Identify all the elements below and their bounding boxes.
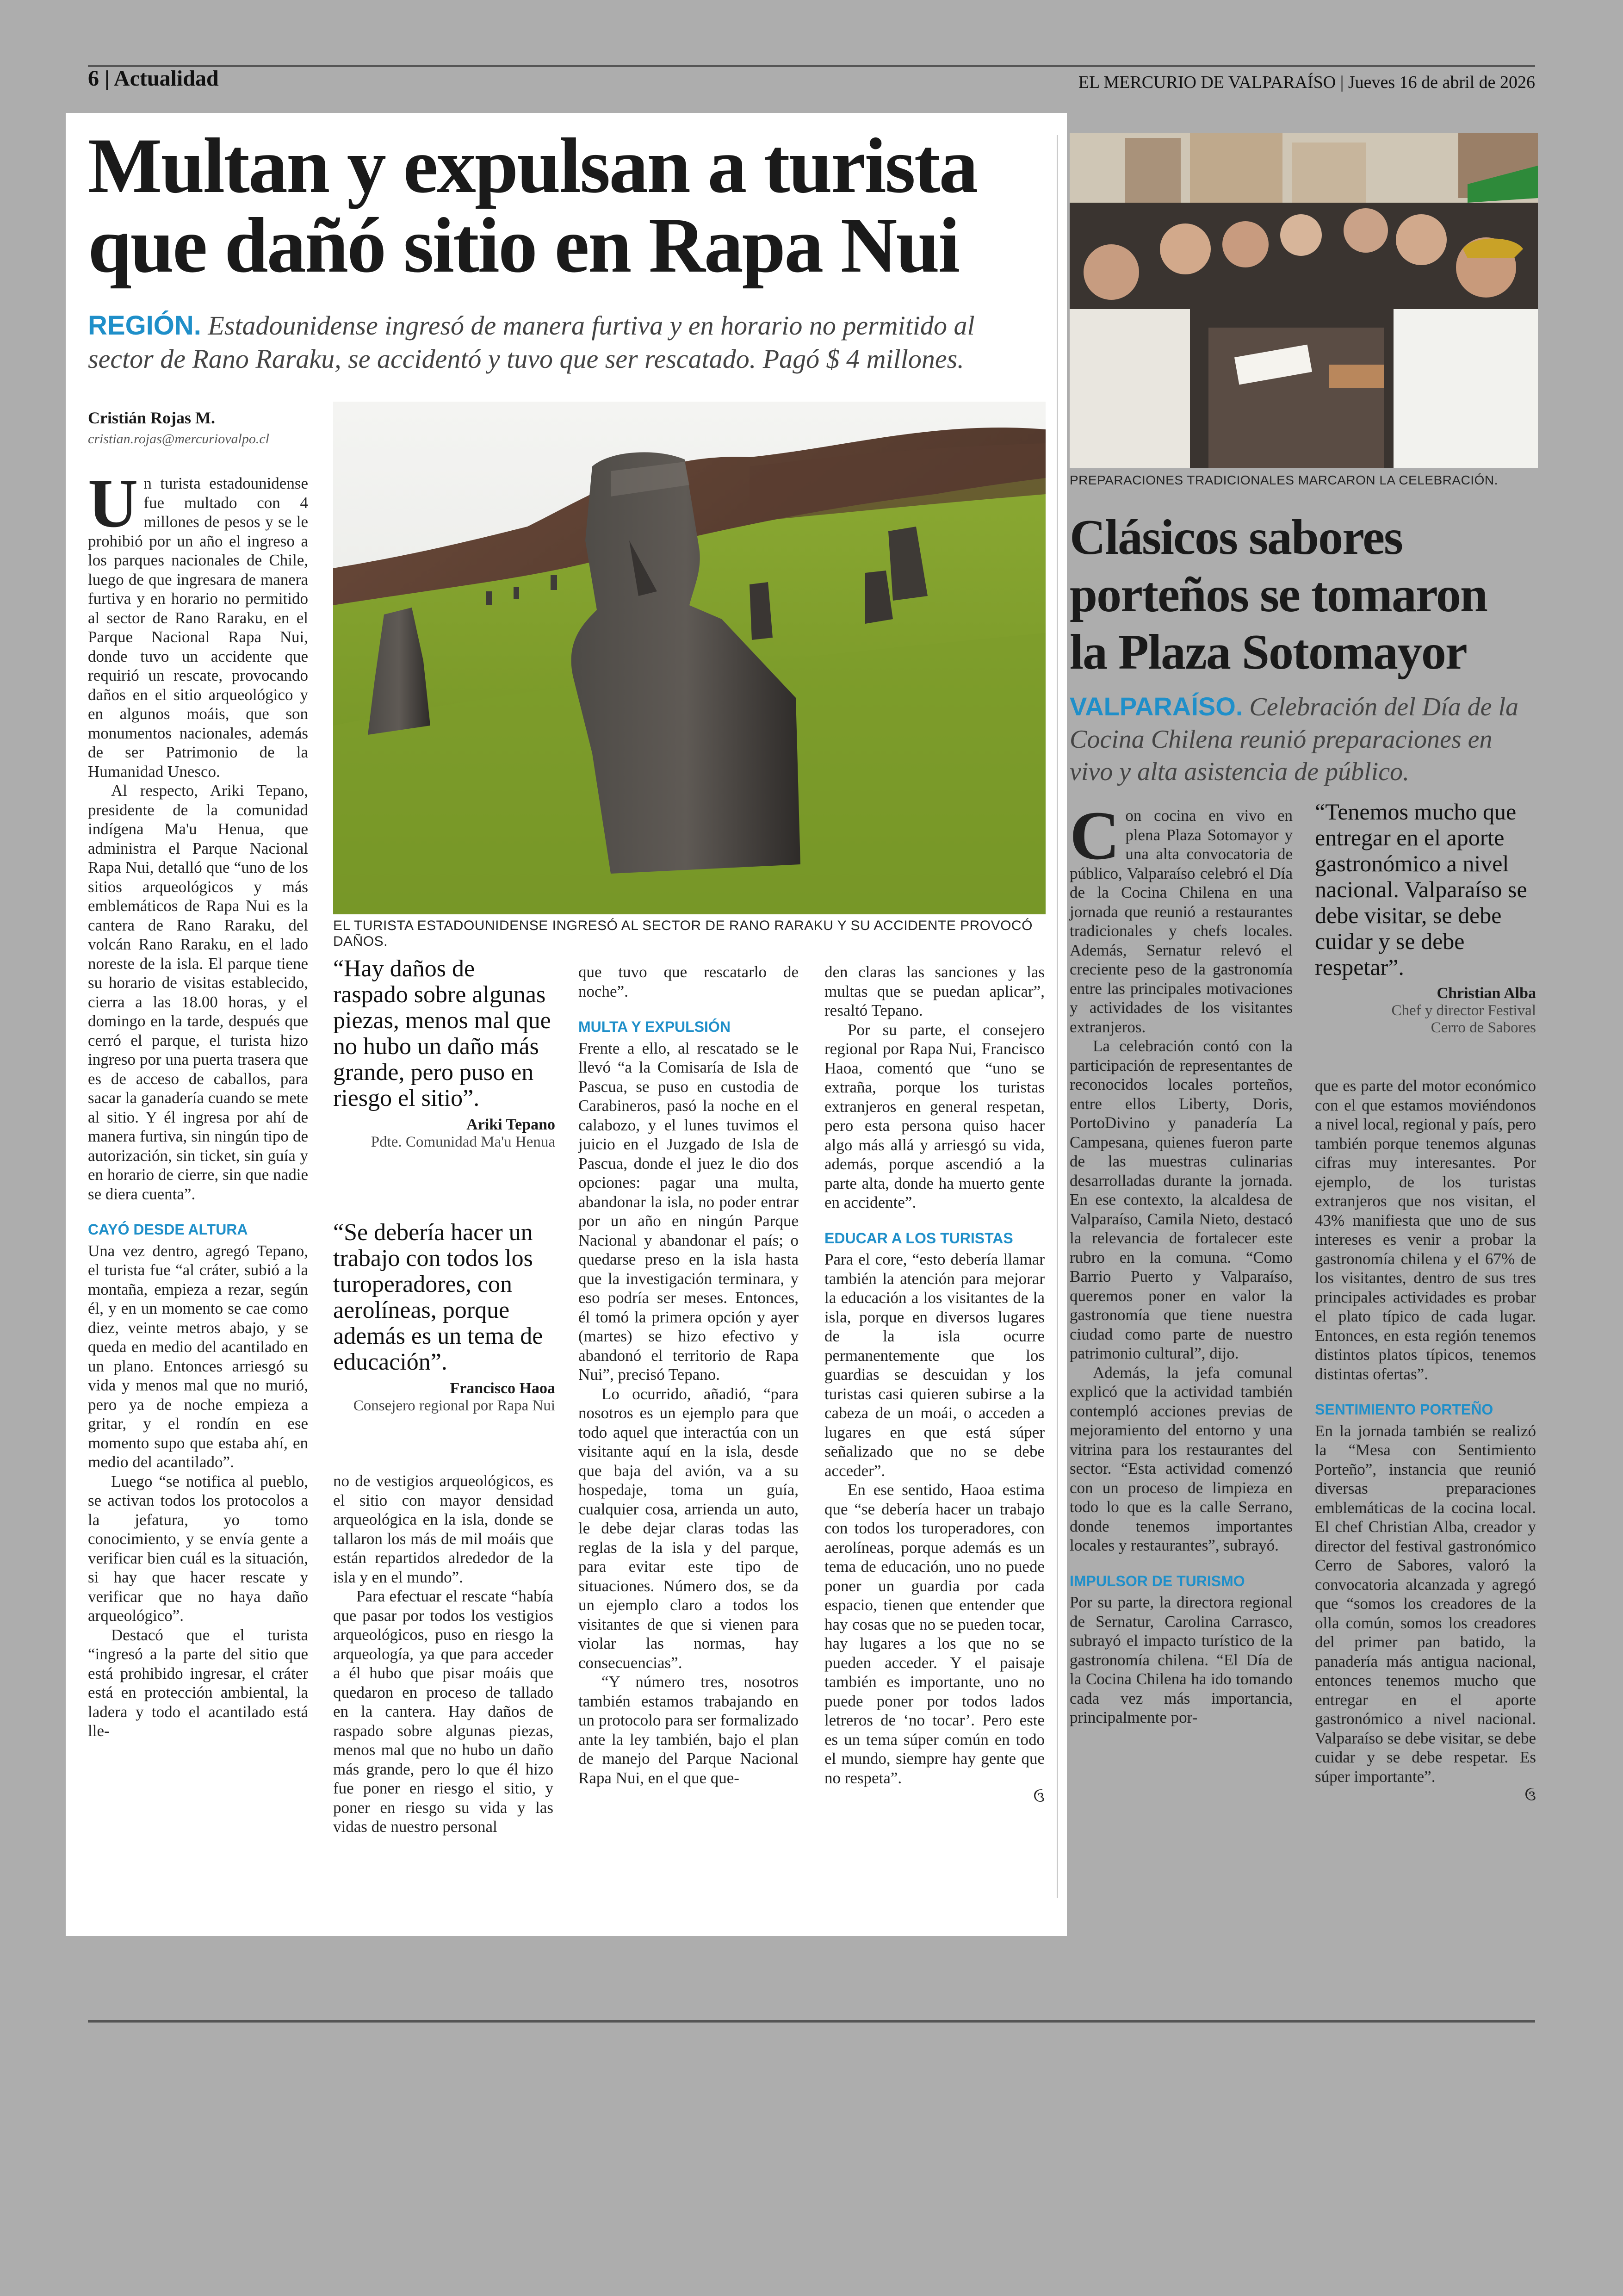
crowd-illustration bbox=[1070, 133, 1538, 468]
main-dek bbox=[88, 309, 1041, 376]
main-col4-p4: En ese sentido, Haoa estima que “se debería hacer un trabajo con todos los turoperadores, con aerolíneas, porque además es un tema de educación, uno no puede poner un guardia por cada espacio, tienen que entender que hay cosas que no se pueden tocar, hay lugares a los que no se pueden acceder. Y el paisaje también es importante, uno no puede poner por todos lados letreros de ‘no tocar’. Pero este es un tema súper común en todo el mundo, siempre hay gente que no respeta”. bbox=[824, 1481, 1045, 1787]
pull-quote-haoa-role: Consejero regional por Rapa Nui bbox=[353, 1397, 555, 1414]
bottom-rule bbox=[88, 2020, 1535, 2023]
main-dek-text: Estadounidense ingresó de manera furtiva y en horario no permitido al sector de Rano Raraku, se accidentó y tuvo que ser rescatado. Pagó $ 4 millones. bbox=[88, 310, 975, 374]
main-col3-p4: “Y número tres, nosotros también estamos trabajando en un protocolo para ser formalizado ante la ley también, bajo el plan de manejo del Parque Nacional Rapa Nui, en el que que- bbox=[578, 1673, 799, 1787]
publication-date: EL MERCURIO DE VALPARAÍSO | Jueves 16 de abril de 2026 bbox=[1078, 73, 1535, 92]
main-col4-p3: Para el core, “esto debería llamar también la atención para mejorar la educación a los visitantes de la isla, porque en diversos lugares de la isla ocurre permanentemente que los guardias se descuidan y los turistas casi quieren subirse a la cabeza de un moái, o acceden a lugares en que está súper señalizado que no se debe acceder”. bbox=[824, 1250, 1045, 1480]
main-col1-p5: Destacó que el turista “ingresó a la parte del sitio que está prohibido ingresar, el cráter está en protección ambiental, la ladera y todo el acantilado está lle- bbox=[88, 1626, 308, 1740]
side-col1-p2: La celebración contó con la participación de representantes de reconocidos locales porteños, entre ellos Liberty, Doris, PortoDivino y panadería La Campesana, quienes fueron parte de las muestras culinarias desarrolladas durante la jornada. En ese contexto, la alcaldesa de Valparaíso, Camila Nieto, destacó la relevancia de fortalecer este rubro en la comuna. “Como Barrio Puerto y Valparaíso, queremos poner en valor la gastronomía que tiene nuestra ciudad como parte de nuestro patrimonio cultural”, dijo. bbox=[1070, 1037, 1293, 1362]
pull-quote-haoa bbox=[333, 1220, 555, 1415]
main-column-2 bbox=[333, 1471, 553, 1902]
main-headline-line1: Multan y expulsan a turista bbox=[88, 122, 977, 209]
side-col1-p1: on cocina en vivo en plena Plaza Sotomayor y una alta convocatoria de público, Valparaíso celebró el Día de la Cocina Chilena en una jornada que reunió a restaurantes tradicionales y chefs locales. Además, Sernatur relevó el creciente peso de la gastronomía entre las principales motivaciones y actividades de los visitantes extranjeros. bbox=[1070, 807, 1293, 1036]
main-subhead-educar: EDUCAR A LOS TURISTAS bbox=[824, 1229, 1013, 1247]
side-headline-line1: Clásicos sabores bbox=[1070, 510, 1403, 565]
pull-quote-alba-role1: Chef y director Festival bbox=[1391, 1002, 1536, 1019]
side-column-2 bbox=[1315, 1076, 1536, 1903]
column-divider bbox=[1057, 135, 1058, 1898]
pull-quote-alba-text: “Tenemos mucho que entregar en el aporte gastronómico a nivel nacional. Valparaíso se debe visitar, se debe cuidar y se debe respetar”. bbox=[1315, 799, 1527, 980]
pull-quote-tepano-author: Ariki Tepano bbox=[466, 1116, 555, 1133]
side-col2-p2: En la jornada también se realizó la “Mesa con Sentimiento Porteño”, instancia que reunió diversas preparaciones emblemáticas de la cocina local. El chef Christian Alba, creador y director del festival gastronómico Cerro de Sabores, valoró la convocatoria alcanzada y agregó que “somos los creadores de la olla común, somos los creadores del primer pan batido, la panadería más antigua nacional, entonces tenemos mucho que entregar en el aporte gastronómico a nivel nacional. Valparaíso se debe visitar, se debe cuidar y se debe respetar. Es súper importante”. bbox=[1315, 1421, 1536, 1786]
pull-quote-haoa-author: Francisco Haoa bbox=[450, 1380, 555, 1397]
main-column-4 bbox=[824, 962, 1045, 1902]
side-col1-p4: Por su parte, la directora regional de Sernatur, Carolina Carrasco, subrayó el impacto turístico de la gastronomía chilena. “El Día de la Cocina Chilena ha ido tomando cada vez más importancia, principalmente por- bbox=[1070, 1593, 1293, 1726]
side-headline-line2: porteños se tomaron bbox=[1070, 567, 1487, 622]
page-number: 6 bbox=[88, 66, 99, 91]
pull-quote-alba bbox=[1315, 799, 1536, 1036]
main-dropcap: U bbox=[88, 465, 138, 542]
main-col1-p2: Al respecto, Ariki Tepano, presidente de la comunidad indígena Ma'u Henua, que administra el Parque Nacional Rapa Nui, detalló que “uno de los sitios arqueológicos y más emblemáticos de Rapa Nui es la cantera de Rano Raraku, del volcán Rano Raraku, en el lado noreste de la isla. El parque tiene su horario de visitas establecido, cierra a las 18.00 horas, y el domingo en la tarde, después que cerró el parque, el turista hizo ingreso por una puerta trasera que es de acceso de caballos, para sacar la ganadería cuando se mete al sitio. Y él ingresa por ahí de manera furtiva, sin ningún tipo de autorización, sin ticket, sin guía y en horario de cierre, sin que nadie se diera cuenta”. bbox=[88, 782, 308, 1203]
main-col1-p4: Luego “se notifica al pueblo, se activan todos los protocolos a la jefatura, yo tomo conocimiento, y se envía gente a verificar bien cuál es la situación, si hay que hacer rescate y verificar que no haya daño arqueológico”. bbox=[88, 1472, 308, 1625]
main-column-3 bbox=[578, 962, 799, 1902]
moai-photo bbox=[333, 402, 1046, 914]
main-col4-p2: Por su parte, el consejero regional por Rapa Nui, Francisco Haoa, comentó que “uno se extraña, porque los turistas extranjeros en general respetan, pero esta persona quiso hacer algo más allá y arriesgó su vida, además, porque ascendió a la parte alta, donde ha muerto gente en accidente”. bbox=[824, 1020, 1045, 1211]
main-col3-p3: Lo ocurrido, añadió, “para nosotros es un ejemplo para que todo aquel que interactúa con un visitante aquí en la isla, desde que baja del avión, va a su hospedaje, toma un guía, cualquier cosa, arrienda un auto, le debe dejar claras todas las reglas de la isla y del parque, para evitar este tipo de situaciones. Número dos, se da un ejemplo claro a todos los visitantes de que si vienen para violar las normas, hay consecuencias”. bbox=[578, 1384, 799, 1672]
pull-quote-alba-author: Christian Alba bbox=[1437, 985, 1536, 1002]
side-dropcap: C bbox=[1070, 797, 1120, 874]
moai-illustration bbox=[333, 402, 1046, 914]
main-col2-p1: no de vestigios arqueológicos, es el sitio con mayor densidad arqueológica en la isla, donde se tallaron los más de mil moáis que están repartidos alrededor de la isla y en el mundo”. bbox=[333, 1472, 553, 1586]
side-subhead-sentimiento: SENTIMIENTO PORTEÑO bbox=[1315, 1401, 1493, 1418]
side-col1-p3: Además, la jefa comunal explicó que la actividad también contempló acciones previas de mejoramiento del entorno y una vitrina para los restaurantes del sector. “Esta actividad comenzó con un proceso de limpieza en todo lo que es la calle Serrano, donde tenemos importantes locales y restaurantes”, subrayó. bbox=[1070, 1363, 1293, 1554]
plaza-crowd-photo bbox=[1070, 133, 1538, 468]
main-col4-p1: den claras las sanciones y las multas que se puedan aplicar”, resaltó Tepano. bbox=[824, 963, 1045, 1019]
pull-quote-tepano-role: Pdte. Comunidad Ma'u Henua bbox=[371, 1134, 555, 1150]
pull-quote-alba-role2: Cerro de Sabores bbox=[1431, 1019, 1536, 1036]
side-photo-caption: PREPARACIONES TRADICIONALES MARCARON LA CELEBRACIÓN. bbox=[1070, 473, 1498, 487]
pull-quote-tepano bbox=[333, 956, 555, 1151]
side-kicker: VALPARAÍSO. bbox=[1070, 692, 1243, 721]
top-rule bbox=[88, 65, 1535, 67]
main-end-mark: ઉ bbox=[1033, 1788, 1045, 1806]
section-name: Actualidad bbox=[113, 66, 219, 91]
side-subhead-impulsor: IMPULSOR DE TURISMO bbox=[1070, 1572, 1245, 1589]
main-photo-caption: EL TURISTA ESTADOUNIDENSE INGRESÓ AL SECTOR DE RANO RARAKU Y SU ACCIDENTE PROVOCÓ DAÑOS. bbox=[333, 918, 1033, 949]
main-col2-p2: Para efectuar el rescate “había que pasar por todos los vestigios arqueológicos, puso en riesgo la arqueología, ya que para acceder a él hubo que pisar moáis que quedaron en proceso de tallado en la cantera. Hay daños de raspado sobre algunas piezas, menos mal que no hubo un daño más grande, pero lo que él hizo fue poner en riesgo el sitio, y poner en riesgo su vida y las vidas de nuestro personal bbox=[333, 1587, 553, 1836]
main-kicker: REGIÓN. bbox=[88, 310, 201, 341]
side-column-1 bbox=[1070, 797, 1293, 1903]
main-col3-p1: que tuvo que rescatarlo de noche”. bbox=[578, 963, 799, 1000]
pull-quote-haoa-text: “Se debería hacer un trabajo con todos los turoperadores, con aerolíneas, porque además es un tema de educación”. bbox=[333, 1219, 543, 1375]
main-subhead-cayo: CAYÓ DESDE ALTURA bbox=[88, 1221, 248, 1238]
main-headline bbox=[88, 122, 990, 289]
main-subhead-multa: MULTA Y EXPULSIÓN bbox=[578, 1018, 731, 1035]
author-email[interactable]: cristian.rojas@mercuriovalpo.cl bbox=[88, 431, 270, 447]
main-col1-p3: Una vez dentro, agregó Tepano, el turista fue “al cráter, subió a la montaña, empieza a rezar, según él, y en un momento se cae como diez, veinte metros abajo, y se queda en medio del acantilado en un plano. Entonces arriesgó su vida y menos mal que no murió, pero ya de noche empieza a gritar, y el rondín en ese momento supo que estaba ahí, en medio del acantilado”. bbox=[88, 1241, 308, 1471]
side-headline-line3: la Plaza Sotomayor bbox=[1070, 625, 1467, 680]
side-dek bbox=[1070, 690, 1542, 788]
main-column-1 bbox=[88, 465, 308, 1904]
side-end-mark: ઉ bbox=[1524, 1787, 1536, 1804]
main-col1-p1: n turista estadounidense fue multado con 4 millones de pesos y se le prohibió por un año el ingreso a los parques nacionales de Chile, luego de que ingresara de manera furtiva y en horario no permitido al sector de Rano Raraku, en el Parque Nacional Rapa Nui, donde tuvo un accidente que requirió un rescate, provocando daños en el sitio arqueológico y en algunos moáis, que son monumentos nacionales, además de ser Patrimonio de la Humanidad Unesco. bbox=[88, 474, 308, 781]
side-dek-text: Celebración del Día de la Cocina Chilena reunió preparaciones en vivo y alta asistencia de público. bbox=[1070, 693, 1519, 786]
pull-quote-tepano-text: “Hay daños de raspado sobre algunas piezas, menos mal que no hubo un daño más grande, pero puso en riesgo el sitio”. bbox=[333, 956, 551, 1111]
main-col3-p2: Frente a ello, al rescatado se le llevó “a la Comisaría de Isla de Pascua, se puso en custodia de Carabineros, pasó la noche en el calabozo, y el lunes tuvimos el juicio en el Juzgado de Isla de Pascua, donde el juez le dio dos opciones: pagar una multa, abandonar la isla, no poder entrar por un año en ningún Parque Nacional y abandonar el país; o quedarse preso en la isla hasta que la investigación terminara, y eso podría ser meses. Entonces, él tomó la primera opción y ayer (martes) se hizo efectivo y abandonó el territorio de Rapa Nui”, precisó Tepano. bbox=[578, 1039, 799, 1384]
side-headline bbox=[1070, 509, 1555, 681]
author-name: Cristián Rojas M. bbox=[88, 409, 215, 427]
main-headline-line2: que dañó sitio en Rapa Nui bbox=[88, 202, 959, 289]
page-section-label: 6 | Actualidad bbox=[88, 66, 219, 91]
side-col2-p1: que es parte del motor económico con el que estamos moviéndonos a nivel local, regional y país, pero también porque tenemos algunas cifras muy interesantes. Por ejemplo, de los turistas extranjeros que nos visitan, el 43% manifiesta que uno de sus intereses es venir a probar la gastronomía chilena y el 67% de los visitantes, dentro de sus tres principales actividades es probar el plato típico de cada lugar. Entonces, en esta región tenemos distintos platos típicos, tenemos distintas ofertas”. bbox=[1315, 1077, 1536, 1383]
